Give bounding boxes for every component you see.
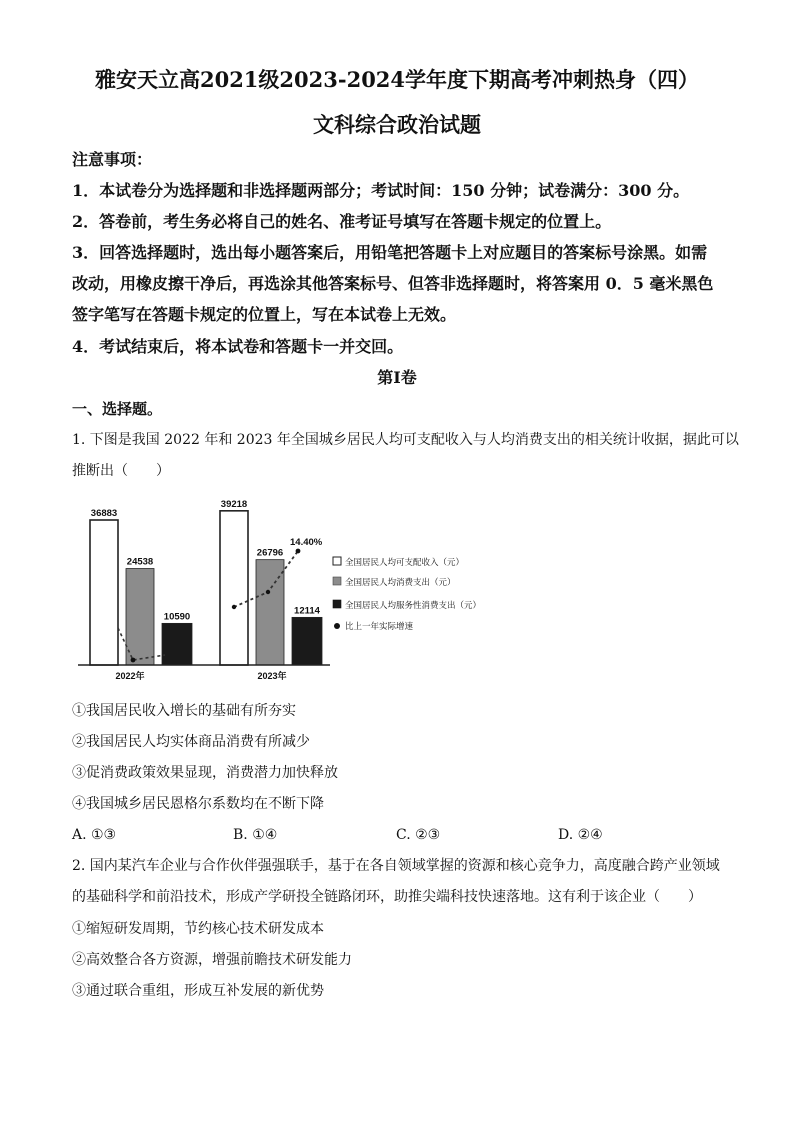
choice-b: B. ①④	[233, 827, 278, 843]
volume-heading: 第Ⅰ卷	[377, 368, 417, 387]
legend-label: 比上一年实际增速	[345, 621, 414, 631]
note-line: 签字笔写在答题卡规定的位置上，写在本试卷上无效。	[72, 305, 457, 324]
growth-point	[266, 590, 270, 594]
notes-heading: 注意事项：	[72, 150, 153, 169]
bar-consumption-2023年	[256, 560, 284, 665]
data-label: 12114	[294, 605, 320, 617]
data-label: 24538	[126, 556, 154, 568]
data-label: 36883	[90, 508, 118, 519]
growth-point	[131, 658, 136, 663]
legend-swatch-consumption	[333, 577, 341, 585]
statement: ③促消费政策效果显现，消费潜力加快释放	[72, 765, 338, 781]
note-line: 改动，用橡皮擦干净后，再选涂其他答案标号、但答非选择题时，将答案用 0．5 毫米黑色	[72, 274, 714, 293]
statement: ④我国城乡居民恩格尔系数均在不断下降	[72, 796, 324, 812]
bar-income-2022年	[90, 520, 118, 665]
data-label: 10590	[163, 611, 191, 623]
exam-title: 雅安天立高2021级2023-2024学年度下期高考冲刺热身（四）	[94, 67, 700, 92]
note-line: 2．答卷前，考生务必将自己的姓名、准考证号填写在答题卡规定的位置上。	[72, 212, 612, 231]
exam-subtitle: 文科综合政治试题	[313, 112, 481, 137]
question-stem: 1. 下图是我国 2022 年和 2023 年全国城乡居民人均可支配收入与人均消费支出的相关统计收据，据此可以	[72, 432, 739, 448]
growth-point	[232, 605, 236, 609]
legend-swatch-income	[333, 557, 341, 565]
bar-income-2023年	[220, 511, 248, 665]
bar-services-2023年	[292, 617, 322, 665]
statement: ①我国居民收入增长的基础有所夯实	[72, 703, 296, 719]
statement: ①缩短研发周期，节约核心技术研发成本	[72, 921, 324, 937]
statement: ②我国居民人均实体商品消费有所减少	[72, 734, 310, 750]
statement: ②高效整合各方资源，增强前瞻技术研发能力	[72, 952, 352, 968]
choice-a: A. ①③	[72, 827, 117, 843]
choice-c: C. ②③	[396, 827, 441, 843]
data-label: 39218	[220, 498, 248, 510]
note-line: 4．考试结束后，将本试卷和答题卡一并交回。	[72, 337, 404, 356]
question-stem: 的基础科学和前沿技术，形成产学研投全链路闭环，助推尖端科技快速落地。这有利于该企业（ ）	[72, 889, 702, 905]
bar-services-2022年	[162, 623, 192, 665]
category-label: 2023年	[257, 671, 287, 681]
legend-label: 全国居民人均服务性消费支出（元）	[345, 600, 482, 610]
bars-layer	[90, 499, 322, 665]
category-label: 2022年	[115, 671, 145, 681]
bar-consumption-2022年	[126, 569, 154, 665]
chart-legend	[333, 557, 481, 631]
question-stem: 推断出（ ）	[72, 463, 170, 479]
data-label: 26796	[256, 547, 284, 559]
legend-swatch-services	[333, 600, 341, 608]
note-line: 1．本试卷分为选择题和非选择题两部分；考试时间：150 分钟；试卷满分：300 分。	[72, 181, 690, 200]
growth-annotation: 14.40%	[290, 537, 323, 548]
legend-swatch-growth	[334, 623, 340, 629]
note-line: 3．回答选择题时，选出每小题答案后，用铅笔把答题卡上对应题目的答案标号涂黑。如需	[72, 243, 708, 262]
choice-d: D. ②④	[558, 827, 603, 843]
legend-label: 全国居民人均可支配收入（元）	[345, 557, 465, 567]
section-heading: 一、选择题。	[72, 400, 163, 418]
question-stem: 2. 国内某汽车企业与合作伙伴强强联手，基于在各自领域掌握的资源和核心竞争力，高度融合跨产业领域	[72, 858, 720, 874]
bar-chart	[72, 495, 492, 690]
statement: ③通过联合重组，形成互补发展的新优势	[72, 983, 324, 999]
legend-label: 全国居民人均消费支出（元）	[345, 577, 456, 587]
growth-point	[296, 549, 301, 554]
